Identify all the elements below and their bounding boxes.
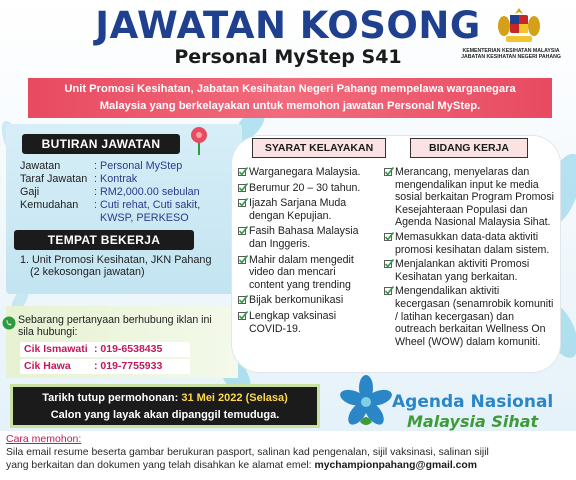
scope-item-line: Kesihatan yang berkaitan.	[395, 270, 518, 283]
scope-item-line: sosial berkaitan Program Promosi	[395, 191, 554, 204]
pink-flower-icon	[186, 126, 212, 156]
workplace-line-1: 1. Unit Promosi Kesihatan, JKN Pahang	[20, 254, 212, 266]
contact-phone: : 019-6538435	[94, 343, 163, 355]
how-line-1: Sila email resume beserta gambar berukuran pasport, salinan kad pengenalan, sijil vaksinasi, salinan sijil	[6, 447, 489, 458]
scope-item-line: kecergasan (senamrobik komuniti	[395, 297, 554, 310]
scope-item-line: Kesejahteraan Populasi dan	[395, 203, 528, 216]
requirement-item	[238, 225, 384, 250]
requirements-heading: SYARAT KELAYAKAN	[252, 138, 386, 158]
deadline-line-2: Calon yang layak akan dipanggil temuduga.	[50, 409, 280, 421]
checkbox-check-icon	[384, 286, 394, 296]
details-heading: BUTIRAN JAWATAN	[22, 134, 180, 154]
ministry-line-1: KEMENTERIAN KESIHATAN MALAYSIA	[462, 48, 560, 54]
requirement-item-line: content yang trending	[249, 278, 351, 291]
scope-item-line: Mengendalikan aktiviti	[395, 285, 500, 298]
checkbox-check-icon	[238, 311, 248, 321]
how-line-2-prefix: yang berkaitan dan dokumen yang telah disahkan ke alamat emel:	[6, 460, 315, 471]
requirement-item	[238, 310, 384, 335]
detail-value: : RM2,000.00 sebulan	[94, 186, 200, 198]
scope-item	[384, 285, 556, 348]
detail-value: : Kontrak	[94, 173, 138, 185]
requirement-item-line: dan Inggeris.	[249, 237, 311, 250]
scope-item-line: Memasukkan data-data aktiviti	[395, 230, 539, 243]
scope-item	[384, 166, 556, 229]
deadline-inner	[13, 387, 317, 425]
page-subtitle: Personal MyStep S41	[174, 46, 402, 68]
scope-item-line: mengendalikan input ke media	[395, 178, 539, 191]
detail-label: Jawatan	[20, 160, 61, 172]
whatsapp-icon	[2, 316, 16, 330]
detail-value: KWSP, PERKESO	[100, 212, 189, 224]
checkbox-check-icon	[238, 255, 248, 265]
detail-value: : Personal MyStep	[94, 160, 183, 172]
workplace-text	[20, 254, 240, 278]
requirement-item-line: video dan mencari	[249, 266, 336, 279]
agenda-subtitle: Malaysia Sihat	[407, 412, 539, 431]
requirement-item-line: dengan Kepujian.	[249, 209, 332, 222]
scope-item	[384, 258, 556, 283]
checkbox-check-icon	[238, 295, 248, 305]
detail-spacer	[20, 212, 100, 225]
scope-item-line: outreach berkaitan Wellness On	[395, 323, 546, 336]
coat-of-arms-icon	[496, 6, 542, 46]
ministry-name	[448, 48, 574, 60]
requirement-item	[238, 254, 384, 292]
banner-line-1: Unit Promosi Kesihatan, Jabatan Kesihatan Negeri Pahang mempelawa warganegara	[64, 83, 516, 95]
deadline-date: 31 Mei 2022 (Selasa)	[181, 392, 288, 404]
contact-line-2: sila hubungi:	[18, 326, 78, 338]
detail-row	[20, 199, 240, 212]
checkbox-check-icon	[238, 198, 248, 208]
checkbox-check-icon	[384, 259, 394, 269]
banner-line-2: Malaysia yang berkelayakan untuk memohon jawatan Personal MyStep.	[99, 100, 481, 112]
contact-line-1: Sebarang pertanyaan berhubung iklan ini	[18, 314, 212, 326]
checkbox-check-icon	[238, 226, 248, 236]
checkbox-check-icon	[238, 167, 248, 177]
workplace-heading: TEMPAT BEKERJA	[14, 230, 194, 250]
requirement-item-line: Mahir dalam mengedit	[249, 253, 354, 266]
detail-label: Gaji	[20, 186, 40, 198]
details-list	[20, 160, 240, 225]
deadline-prefix: Tarikh tutup permohonan:	[42, 392, 182, 404]
requirement-item-line: Warganegara Malaysia.	[249, 166, 361, 178]
requirement-item-line: Bijak berkomunikasi	[249, 294, 344, 307]
contact-text	[18, 314, 240, 338]
detail-value: : Cuti rehat, Cuti sakit,	[94, 199, 201, 211]
deadline-box	[10, 384, 320, 428]
scope-item-line: Menjalankan aktiviti Promosi	[395, 258, 530, 271]
detail-row	[20, 212, 240, 225]
requirement-item-line: Ijazah Sarjana Muda	[249, 197, 347, 210]
checkbox-check-icon	[384, 232, 394, 242]
detail-row	[20, 186, 240, 199]
how-line-2	[6, 459, 574, 472]
page-title: JAWATAN KOSONG	[95, 4, 481, 47]
scope-item	[384, 231, 556, 256]
scope-item-line: Wheel (WOW) dalam komuniti.	[395, 335, 541, 348]
contact-name: Cik Ismawati	[24, 343, 88, 355]
detail-row	[20, 173, 240, 186]
requirement-item-line: Fasih Bahasa Malaysia	[249, 225, 359, 238]
contact-phone-ismawati[interactable]	[20, 342, 190, 357]
contact-name: Cik Hawa	[24, 360, 71, 372]
requirement-item-line: COVID-19.	[249, 322, 301, 335]
detail-label: Kemudahan	[20, 199, 79, 211]
contact-phone-hawa[interactable]	[20, 359, 190, 374]
scope-list	[384, 166, 556, 350]
checkbox-check-icon	[238, 183, 248, 193]
detail-row	[20, 160, 240, 173]
scope-heading: BIDANG KERJA	[410, 138, 528, 158]
workplace-line-2: (2 kekosongan jawatan)	[30, 266, 145, 278]
requirement-item	[238, 182, 384, 195]
scope-item-line: Agenda Nasional Malaysia Sihat.	[395, 216, 551, 229]
contact-phone: : 019-7755933	[94, 360, 163, 372]
requirement-item-line: Berumur 20 – 30 tahun.	[249, 181, 361, 194]
ministry-line-2: JABATAN KESIHATAN NEGERI PAHANG	[461, 54, 561, 60]
how-to-apply-heading: Cara memohon:	[6, 433, 82, 445]
checkbox-check-icon	[384, 167, 394, 177]
email-link[interactable]: mychampionpahang@gmail.com	[314, 460, 478, 471]
scope-item-line: / latihan kecergasan) dan	[395, 310, 514, 323]
requirements-list	[238, 166, 384, 338]
detail-label: Taraf Jawatan	[20, 173, 88, 185]
requirement-item	[238, 197, 384, 222]
intro-banner	[28, 78, 552, 118]
requirement-item	[238, 294, 384, 307]
requirement-item-line: Lengkap vaksinasi	[249, 309, 337, 322]
agenda-title: Agenda Nasional	[392, 392, 554, 412]
requirement-item	[238, 166, 384, 179]
how-to-apply-text	[6, 446, 574, 472]
scope-item-line: Merancang, menyelaras dan	[395, 166, 530, 178]
scope-item-line: promosi kesihatan dalam sistem.	[395, 243, 550, 256]
deadline-line-1	[13, 390, 317, 407]
